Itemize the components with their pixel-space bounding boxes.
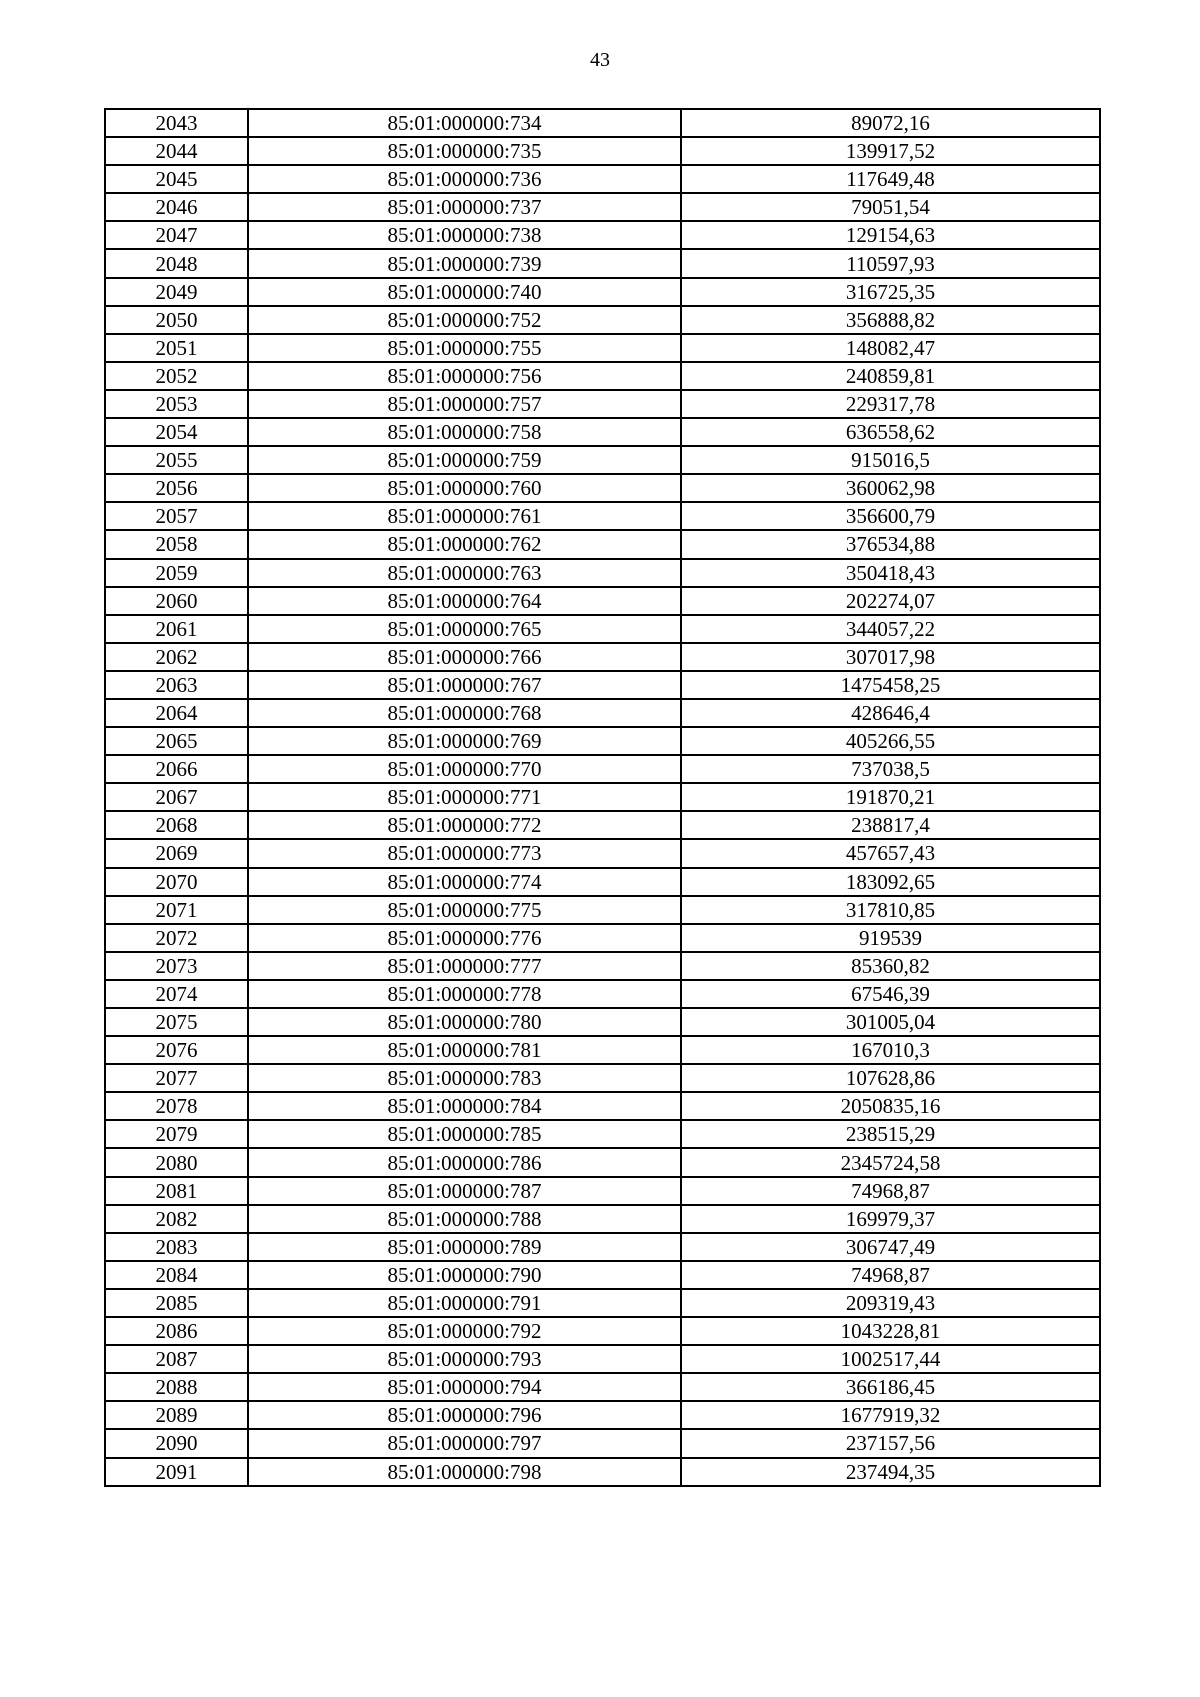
table-row — [105, 390, 1100, 418]
cadastral-number-cell: 85:01:000000:774 — [248, 868, 681, 896]
table-row — [105, 1429, 1100, 1457]
value-cell: 139917,52 — [681, 137, 1100, 165]
row-number-cell: 2069 — [105, 839, 248, 867]
value-cell: 376534,88 — [681, 530, 1100, 558]
cadastral-number-cell: 85:01:000000:786 — [248, 1148, 681, 1176]
row-number-cell: 2079 — [105, 1120, 248, 1148]
cadastral-number-cell: 85:01:000000:789 — [248, 1233, 681, 1261]
row-number-cell: 2075 — [105, 1008, 248, 1036]
cadastral-number-cell: 85:01:000000:776 — [248, 924, 681, 952]
value-cell: 919539 — [681, 924, 1100, 952]
table-row — [105, 811, 1100, 839]
cadastral-number-cell: 85:01:000000:758 — [248, 418, 681, 446]
value-cell: 167010,3 — [681, 1036, 1100, 1064]
cadastral-number-cell: 85:01:000000:784 — [248, 1092, 681, 1120]
row-number-cell: 2062 — [105, 643, 248, 671]
table-row — [105, 1148, 1100, 1176]
cadastral-number-cell: 85:01:000000:798 — [248, 1458, 681, 1486]
value-cell: 405266,55 — [681, 727, 1100, 755]
table-row — [105, 952, 1100, 980]
cadastral-number-cell: 85:01:000000:752 — [248, 306, 681, 334]
table-row — [105, 306, 1100, 334]
value-cell: 457657,43 — [681, 839, 1100, 867]
cadastral-number-cell: 85:01:000000:740 — [248, 278, 681, 306]
cadastral-number-cell: 85:01:000000:796 — [248, 1401, 681, 1429]
row-number-cell: 2088 — [105, 1373, 248, 1401]
table-row — [105, 474, 1100, 502]
row-number-cell: 2073 — [105, 952, 248, 980]
table-row — [105, 249, 1100, 277]
value-cell: 74968,87 — [681, 1261, 1100, 1289]
value-cell: 237157,56 — [681, 1429, 1100, 1457]
value-cell: 307017,98 — [681, 643, 1100, 671]
row-number-cell: 2068 — [105, 811, 248, 839]
value-cell: 74968,87 — [681, 1177, 1100, 1205]
row-number-cell: 2056 — [105, 474, 248, 502]
value-cell: 169979,37 — [681, 1205, 1100, 1233]
value-cell: 67546,39 — [681, 980, 1100, 1008]
table-row — [105, 868, 1100, 896]
value-cell: 183092,65 — [681, 868, 1100, 896]
cadastral-number-cell: 85:01:000000:783 — [248, 1064, 681, 1092]
cadastral-number-cell: 85:01:000000:797 — [248, 1429, 681, 1457]
value-cell: 238515,29 — [681, 1120, 1100, 1148]
cadastral-number-cell: 85:01:000000:790 — [248, 1261, 681, 1289]
cadastral-number-cell: 85:01:000000:757 — [248, 390, 681, 418]
row-number-cell: 2091 — [105, 1458, 248, 1486]
table-row — [105, 418, 1100, 446]
cadastral-number-cell: 85:01:000000:739 — [248, 249, 681, 277]
value-cell: 1043228,81 — [681, 1317, 1100, 1345]
cadastral-number-cell: 85:01:000000:771 — [248, 783, 681, 811]
value-cell: 356600,79 — [681, 502, 1100, 530]
value-cell: 89072,16 — [681, 109, 1100, 137]
row-number-cell: 2084 — [105, 1261, 248, 1289]
cadastral-number-cell: 85:01:000000:735 — [248, 137, 681, 165]
table-row — [105, 530, 1100, 558]
table-row — [105, 1458, 1100, 1486]
cadastral-number-cell: 85:01:000000:756 — [248, 362, 681, 390]
cadastral-number-cell: 85:01:000000:755 — [248, 334, 681, 362]
value-cell: 79051,54 — [681, 193, 1100, 221]
table-row — [105, 1373, 1100, 1401]
cadastral-number-cell: 85:01:000000:734 — [248, 109, 681, 137]
value-cell: 229317,78 — [681, 390, 1100, 418]
value-cell: 117649,48 — [681, 165, 1100, 193]
cadastral-number-cell: 85:01:000000:760 — [248, 474, 681, 502]
table-body — [105, 109, 1100, 1486]
value-cell: 110597,93 — [681, 249, 1100, 277]
table-row — [105, 1092, 1100, 1120]
cadastral-number-cell: 85:01:000000:787 — [248, 1177, 681, 1205]
cadastral-number-cell: 85:01:000000:764 — [248, 587, 681, 615]
row-number-cell: 2076 — [105, 1036, 248, 1064]
row-number-cell: 2083 — [105, 1233, 248, 1261]
table-row — [105, 221, 1100, 249]
row-number-cell: 2071 — [105, 896, 248, 924]
row-number-cell: 2081 — [105, 1177, 248, 1205]
row-number-cell: 2059 — [105, 559, 248, 587]
value-cell: 344057,22 — [681, 615, 1100, 643]
table-row — [105, 615, 1100, 643]
cadastral-number-cell: 85:01:000000:781 — [248, 1036, 681, 1064]
table-row — [105, 1345, 1100, 1373]
row-number-cell: 2065 — [105, 727, 248, 755]
table-row — [105, 1205, 1100, 1233]
cadastral-number-cell: 85:01:000000:768 — [248, 699, 681, 727]
row-number-cell: 2074 — [105, 980, 248, 1008]
cadastral-number-cell: 85:01:000000:770 — [248, 755, 681, 783]
cadastral-number-cell: 85:01:000000:780 — [248, 1008, 681, 1036]
value-cell: 350418,43 — [681, 559, 1100, 587]
row-number-cell: 2086 — [105, 1317, 248, 1345]
row-number-cell: 2080 — [105, 1148, 248, 1176]
table-row — [105, 587, 1100, 615]
value-cell: 915016,5 — [681, 446, 1100, 474]
row-number-cell: 2077 — [105, 1064, 248, 1092]
value-cell: 360062,98 — [681, 474, 1100, 502]
table-row — [105, 896, 1100, 924]
table-row — [105, 1233, 1100, 1261]
row-number-cell: 2085 — [105, 1289, 248, 1317]
row-number-cell: 2082 — [105, 1205, 248, 1233]
value-cell: 301005,04 — [681, 1008, 1100, 1036]
row-number-cell: 2043 — [105, 109, 248, 137]
value-cell: 306747,49 — [681, 1233, 1100, 1261]
table-row — [105, 699, 1100, 727]
row-number-cell: 2055 — [105, 446, 248, 474]
row-number-cell: 2047 — [105, 221, 248, 249]
cadastral-number-cell: 85:01:000000:785 — [248, 1120, 681, 1148]
row-number-cell: 2066 — [105, 755, 248, 783]
cadastral-number-cell: 85:01:000000:777 — [248, 952, 681, 980]
row-number-cell: 2060 — [105, 587, 248, 615]
cadastral-number-cell: 85:01:000000:761 — [248, 502, 681, 530]
table-row — [105, 643, 1100, 671]
value-cell: 636558,62 — [681, 418, 1100, 446]
cadastral-number-cell: 85:01:000000:736 — [248, 165, 681, 193]
table-row — [105, 924, 1100, 952]
value-cell: 129154,63 — [681, 221, 1100, 249]
cadastral-number-cell: 85:01:000000:737 — [248, 193, 681, 221]
value-cell: 2050835,16 — [681, 1092, 1100, 1120]
table-row — [105, 727, 1100, 755]
table-row — [105, 109, 1100, 137]
value-cell: 238817,4 — [681, 811, 1100, 839]
table-row — [105, 362, 1100, 390]
value-cell: 428646,4 — [681, 699, 1100, 727]
row-number-cell: 2087 — [105, 1345, 248, 1373]
cadastral-number-cell: 85:01:000000:788 — [248, 1205, 681, 1233]
data-table — [104, 108, 1101, 1487]
row-number-cell: 2063 — [105, 671, 248, 699]
value-cell: 240859,81 — [681, 362, 1100, 390]
table-row — [105, 1177, 1100, 1205]
value-cell: 356888,82 — [681, 306, 1100, 334]
table-row — [105, 1120, 1100, 1148]
table-row — [105, 755, 1100, 783]
value-cell: 237494,35 — [681, 1458, 1100, 1486]
value-cell: 1677919,32 — [681, 1401, 1100, 1429]
row-number-cell: 2049 — [105, 278, 248, 306]
cadastral-number-cell: 85:01:000000:778 — [248, 980, 681, 1008]
table-row — [105, 1289, 1100, 1317]
cadastral-number-cell: 85:01:000000:762 — [248, 530, 681, 558]
table-row — [105, 1036, 1100, 1064]
value-cell: 148082,47 — [681, 334, 1100, 362]
row-number-cell: 2078 — [105, 1092, 248, 1120]
table-row — [105, 502, 1100, 530]
table-row — [105, 783, 1100, 811]
row-number-cell: 2070 — [105, 868, 248, 896]
cadastral-number-cell: 85:01:000000:763 — [248, 559, 681, 587]
value-cell: 2345724,58 — [681, 1148, 1100, 1176]
cadastral-number-cell: 85:01:000000:794 — [248, 1373, 681, 1401]
value-cell: 317810,85 — [681, 896, 1100, 924]
row-number-cell: 2090 — [105, 1429, 248, 1457]
value-cell: 191870,21 — [681, 783, 1100, 811]
row-number-cell: 2072 — [105, 924, 248, 952]
table-row — [105, 137, 1100, 165]
row-number-cell: 2046 — [105, 193, 248, 221]
row-number-cell: 2052 — [105, 362, 248, 390]
table-row — [105, 839, 1100, 867]
row-number-cell: 2058 — [105, 530, 248, 558]
value-cell: 737038,5 — [681, 755, 1100, 783]
table-row — [105, 446, 1100, 474]
row-number-cell: 2067 — [105, 783, 248, 811]
cadastral-number-cell: 85:01:000000:793 — [248, 1345, 681, 1373]
row-number-cell: 2053 — [105, 390, 248, 418]
cadastral-number-cell: 85:01:000000:766 — [248, 643, 681, 671]
row-number-cell: 2089 — [105, 1401, 248, 1429]
row-number-cell: 2061 — [105, 615, 248, 643]
cadastral-number-cell: 85:01:000000:769 — [248, 727, 681, 755]
row-number-cell: 2051 — [105, 334, 248, 362]
table-row — [105, 1261, 1100, 1289]
cadastral-number-cell: 85:01:000000:765 — [248, 615, 681, 643]
row-number-cell: 2044 — [105, 137, 248, 165]
row-number-cell: 2045 — [105, 165, 248, 193]
value-cell: 366186,45 — [681, 1373, 1100, 1401]
table-row — [105, 1064, 1100, 1092]
cadastral-number-cell: 85:01:000000:738 — [248, 221, 681, 249]
value-cell: 209319,43 — [681, 1289, 1100, 1317]
value-cell: 85360,82 — [681, 952, 1100, 980]
value-cell: 1475458,25 — [681, 671, 1100, 699]
value-cell: 107628,86 — [681, 1064, 1100, 1092]
table-row — [105, 559, 1100, 587]
table-row — [105, 980, 1100, 1008]
table-row — [105, 193, 1100, 221]
table-row — [105, 1401, 1100, 1429]
table-row — [105, 334, 1100, 362]
cadastral-number-cell: 85:01:000000:767 — [248, 671, 681, 699]
value-cell: 1002517,44 — [681, 1345, 1100, 1373]
table-row — [105, 1317, 1100, 1345]
row-number-cell: 2054 — [105, 418, 248, 446]
table-row — [105, 1008, 1100, 1036]
cadastral-number-cell: 85:01:000000:775 — [248, 896, 681, 924]
cadastral-number-cell: 85:01:000000:773 — [248, 839, 681, 867]
value-cell: 202274,07 — [681, 587, 1100, 615]
cadastral-number-cell: 85:01:000000:791 — [248, 1289, 681, 1317]
row-number-cell: 2057 — [105, 502, 248, 530]
cadastral-number-cell: 85:01:000000:772 — [248, 811, 681, 839]
table-row — [105, 671, 1100, 699]
table-row — [105, 165, 1100, 193]
value-cell: 316725,35 — [681, 278, 1100, 306]
table-row — [105, 278, 1100, 306]
row-number-cell: 2048 — [105, 249, 248, 277]
row-number-cell: 2064 — [105, 699, 248, 727]
row-number-cell: 2050 — [105, 306, 248, 334]
cadastral-number-cell: 85:01:000000:792 — [248, 1317, 681, 1345]
cadastral-number-cell: 85:01:000000:759 — [248, 446, 681, 474]
page-number: 43 — [590, 49, 610, 71]
